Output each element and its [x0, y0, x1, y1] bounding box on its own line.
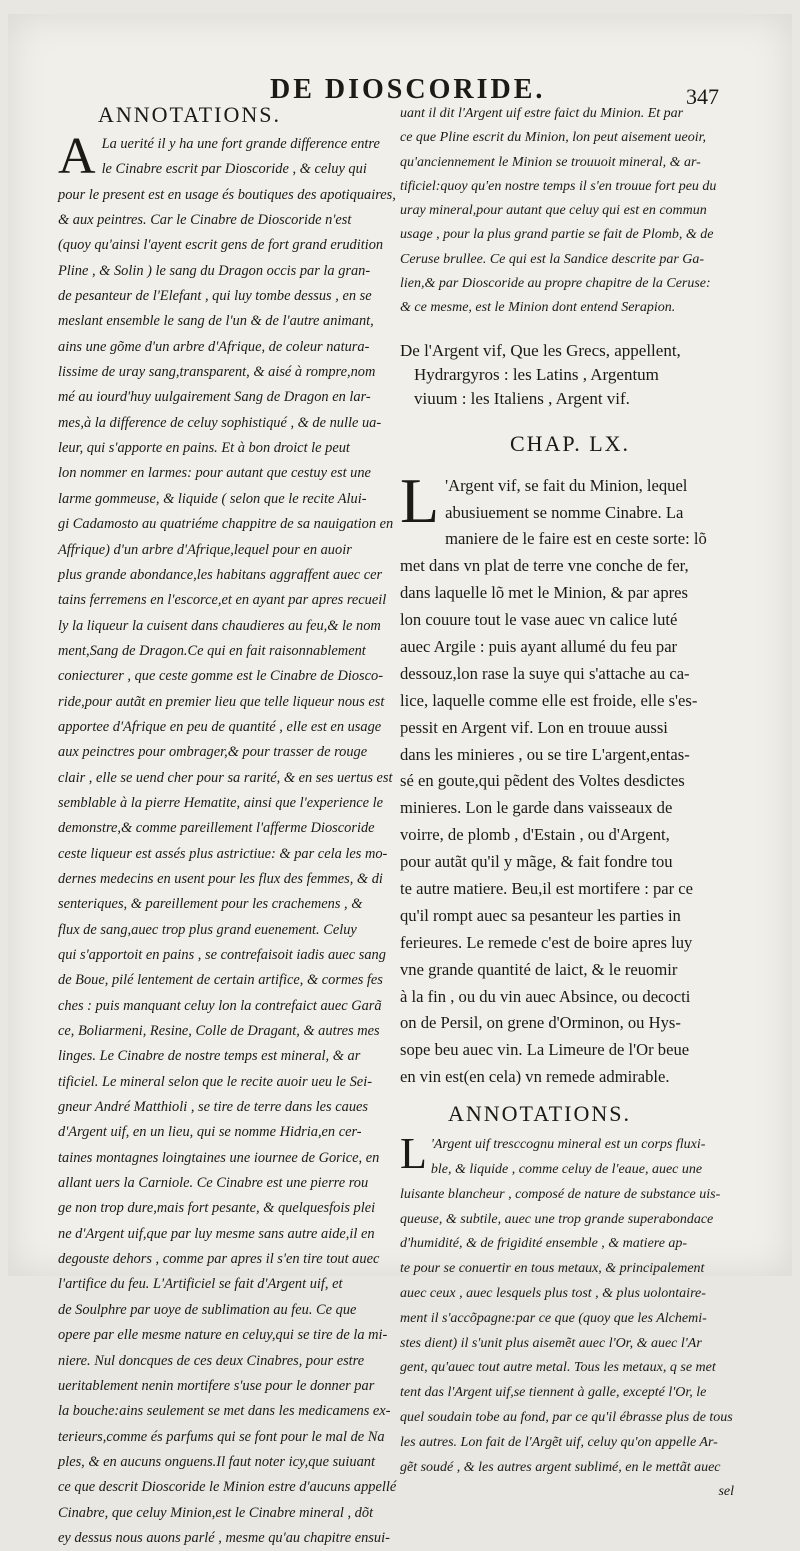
- text-line: lon couure tout le vase auec vn calice luté: [400, 610, 678, 630]
- text-line: ains une gõme d'un arbre d'Afrique, de coleur natura-: [58, 338, 370, 355]
- text-line: la bouche:ains seulement se met dans les medicamens ex-: [58, 1403, 391, 1420]
- text-line: ne d'Argent uif,que par luy mesme sans autre aide,il en: [58, 1225, 375, 1242]
- text-line: tent das l'Argent uif,se tiennent à galle, excepté l'Or, le: [400, 1385, 707, 1401]
- text-line: larme gommeuse, & liquide ( selon que le recite Alui-: [58, 490, 367, 507]
- text-line: ble, & liquide , comme celuy de l'eaue, auec une: [430, 1161, 703, 1177]
- text-line: en vin est(en cela) vn remede admirable.: [400, 1067, 670, 1087]
- text-line: apportee d'Afrique en peu de quantité , elle est en usage: [58, 718, 382, 735]
- text-line: de Soulphre par uoye de sublimation au feu. Ce que: [58, 1301, 357, 1318]
- annotations-text: [400, 1129, 740, 1505]
- text-line: opere par elle mesme nature en celuy,qui se tire de la mi-: [58, 1327, 388, 1344]
- text-line: ueritablement nenin mortifere s'use pour le donner par: [58, 1377, 375, 1394]
- text-line: taines montagnes loingtaines une iournee de Gorice, en: [58, 1149, 380, 1166]
- text-line: ches : puis manquant celuy lon la contrefaict auec Garã: [58, 997, 382, 1014]
- text-line: maniere de le faire est en ceste sorte: lõ: [445, 529, 707, 549]
- text-line: & ce mesme, est le Minion dont entend Serapion.: [400, 300, 676, 316]
- text-line: leur, qui s'apporte en pains. Et à bon droict le peut: [58, 440, 350, 457]
- drop-cap: A: [58, 128, 96, 185]
- annotations-heading: ANNOTATIONS.: [448, 1101, 631, 1127]
- text-line: lissime de uray sang,transparent, & aisé à rompre,nom: [58, 364, 376, 381]
- text-line: pour autãt qu'il y mãge, & fait fondre tou: [400, 852, 673, 872]
- text-line: lien,& par Dioscoride au propre chapitre de la Ceruse:: [400, 276, 711, 292]
- annotations-continued: [400, 102, 740, 321]
- text-line: qu'il rompt auec sa pesanteur les parties in: [400, 905, 681, 925]
- text-line: niere. Nul doncques de ces deux Cinabres, pour estre: [58, 1352, 365, 1369]
- text-line: d'Argent uif, en un lieu, qui se nomme Hidria,en cer-: [58, 1124, 362, 1141]
- text-line: uray mineral,pour autant que celuy qui est en commun: [400, 203, 707, 219]
- page-number: 347: [686, 84, 719, 109]
- text-line: tificiel. Le mineral selon que le recite auoir ueu le Sei-: [58, 1073, 372, 1090]
- text-line: meslant ensemble le sang de l'un & de l'autre animant,: [58, 313, 374, 330]
- text-line: tificiel:quoy qu'en nostre temps il s'en trouue fort peu du: [400, 178, 717, 194]
- text-line: Ceruse brullee. Ce qui est la Sandice descrite par Ga-: [400, 251, 705, 267]
- text-line: d'humidité, & de frigidité ensemble , & matiere ap-: [400, 1236, 688, 1252]
- text-line: les autres. Lon fait de l'Argẽt uif, celuy qu'on appelle Ar-: [400, 1434, 718, 1450]
- text-line: tains ferremens en l'escorce,et en ayant par apres recueil: [58, 592, 387, 609]
- text-line: linges. Le Cinabre de nostre temps est mineral, & ar: [58, 1048, 361, 1065]
- text-line: lon nommer en larmes: pour autant que cestuy est une: [58, 465, 371, 482]
- text-line: ment il s'accõpagne:par ce que (quoy que les Alchemi-: [400, 1310, 707, 1326]
- text-line: 'Argent vif, se fait du Minion, lequel: [445, 475, 688, 495]
- text-line: lice, laquelle comme elle est froide, elle s'es-: [400, 690, 698, 710]
- drop-cap: L: [400, 1129, 427, 1179]
- left-column: [58, 102, 397, 1551]
- ann2-lines: [400, 1129, 740, 1480]
- text-line: terieurs,comme és parfums qui se font pour le mal de Na: [58, 1428, 385, 1445]
- text-line: clair , elle se uend cher pour sa rarité, & en ses uertus est: [58, 769, 393, 786]
- text-line: degouste dehors , comme par apres il s'en tire tout auec: [58, 1251, 380, 1268]
- text-line: usage , pour la plus grand partie se fait de Plomb, & de: [400, 227, 714, 243]
- text-line: allant uers la Carniole. Ce Cinabre est une pierre rou: [58, 1175, 369, 1192]
- text-line: semblable à la pierre Hematite, ainsi que l'experience le: [58, 794, 384, 811]
- text-line: auec Argile : puis ayant allumé du feu par: [400, 637, 678, 657]
- annotations-heading: ANNOTATIONS.: [98, 102, 281, 127]
- text-line: ferieures. Le remede c'est de boire apres luy: [400, 932, 693, 952]
- text-line: demonstre,& comme pareillement l'afferme Dioscoride: [58, 820, 375, 837]
- text-line: uant il dit l'Argent uif estre faict du Minion. Et par: [400, 106, 684, 121]
- text-line: on de Persil, on grene d'Orminon, ou Hys-: [400, 1013, 681, 1033]
- text-line: l'artifice du feu. L'Artificiel se fait d'Argent uif, et: [58, 1276, 343, 1293]
- text-line: ceste liqueur est assés plus astrictiue: & par cela les mo-: [58, 845, 388, 862]
- text-line: stes dient) il s'unit plus aisemẽt auec l'Or, & auec l'Ar: [400, 1335, 702, 1351]
- text-line: gent, qu'auec tout autre metal. Tous les metaux, q se met: [400, 1360, 716, 1376]
- text-line: (quoy qu'ainsi l'ayent escrit gens de fort grand erudition: [58, 237, 384, 254]
- text-line: te autre matiere. Beu,il est mortifere : par ce: [400, 879, 694, 899]
- text-line: le Cinabre escrit par Dioscoride , & celuy qui: [101, 161, 367, 178]
- right-top-lines: [400, 102, 740, 321]
- text-line: te pour se conuertir en tous metaux, & principalement: [400, 1261, 705, 1277]
- text-line: ride,pour autãt en premier lieu que telle liqueur nous est: [58, 693, 385, 710]
- text-line: ce que Pline escrit du Minion, lon peut aisement ueoir,: [400, 130, 706, 146]
- chapter-lines: [400, 464, 740, 1091]
- running-head: DE DIOSCORIDE.: [270, 74, 546, 105]
- text-line: Cinabre, que celuy Minion,est le Cinabre mineral , dõt: [58, 1504, 374, 1521]
- drop-cap: L: [400, 464, 440, 536]
- text-line: ment,Sang de Dragon.Ce qui en fait raisonnablement: [58, 642, 366, 659]
- text-line: de Boue, pilé lentement de certain artifice, & cormes fes: [58, 972, 383, 989]
- text-line: & aux peintres. Car le Cinabre de Dioscoride n'est: [58, 212, 352, 229]
- text-line: ples, & en aucuns onguens.Il faut noter icy,que suiuant: [58, 1453, 375, 1470]
- text-line: coniecturer , que ceste gomme est le Cinabre de Diosco-: [58, 668, 384, 685]
- text-line: dans laquelle lõ met le Minion, & par apres: [400, 583, 689, 603]
- page-header: [0, 62, 800, 109]
- text-line: Pline , & Solin ) le sang du Dragon occis par la gran-: [58, 262, 371, 279]
- text-line: qui s'apportoit en pains , se contrefaisoit iadis auec sang: [58, 947, 386, 963]
- text-line: luisante blancheur , composé de nature de substance uis-: [400, 1186, 721, 1202]
- chapter-title: CHAP. LX.: [509, 430, 631, 456]
- text-line: La uerité il y ha une fort grande difference entre: [101, 136, 380, 152]
- text-line: sé en goute,qui pẽdent des Voltes desdictes: [400, 771, 685, 791]
- text-line: dessouz,lon rase la suye qui s'attache au ca-: [400, 663, 690, 683]
- text-line: quel soudain tobe au fond, par ce qu'il ébrasse plus de tous: [400, 1409, 733, 1425]
- subtitle-line: viuum : les Italiens , Argent vif.: [414, 388, 630, 408]
- text-line: met dans vn plat de terre vne conche de fer,: [400, 556, 689, 576]
- subtitle-line: Hydrargyros : les Latins , Argentum: [414, 364, 659, 384]
- text-line: ge non trop dure,mais fort pesante, & quelquesfois plei: [58, 1200, 376, 1217]
- subtitle-line: De l'Argent vif, Que les Grecs, appellent,: [400, 340, 681, 360]
- text-line: abusiuement se nomme Cinabre. La: [445, 502, 684, 522]
- chapter-text: [400, 464, 740, 1091]
- text-line: mes,à la difference de celuy sophistiqué , & de nulle ua-: [58, 414, 382, 431]
- catchword: sel: [718, 1484, 734, 1500]
- text-line: Affrique) d'un arbre d'Afrique,lequel pour en auoir: [58, 541, 352, 558]
- text-line: auec ceux , auec lesquels plus tost , & plus uolontaire-: [400, 1285, 706, 1301]
- text-line: aux peinctres pour ombrager,& pour trasser de rouge: [58, 744, 368, 761]
- text-line: ey dessus nous auons parlé , mesme qu'au chapitre ensui-: [58, 1529, 390, 1546]
- text-line: pour le present est en usage és boutiques des apotiquaires,: [58, 186, 396, 203]
- text-line: senteriques, & pareillement pour les crachemens , &: [58, 896, 363, 913]
- text-line: 'Argent uif tresccognu mineral est un corps fluxi-: [430, 1137, 706, 1153]
- text-line: plus grande abondance,les habitans aggraffent auec cer: [58, 566, 383, 583]
- text-line: sope beu auec vin. La Limeure de l'Or beue: [400, 1040, 690, 1060]
- text-line: vne grande quantité de laict, & le reuomir: [400, 959, 678, 979]
- text-line: minieres. Lon le garde dans vaisseaux de: [400, 798, 673, 818]
- text-line: gẽt soudé , & les autres argent sublimé, en le mettãt auec: [400, 1459, 721, 1475]
- left-lines: [58, 128, 397, 1551]
- text-line: qu'anciennement le Minion se trouuoit mineral, & ar-: [400, 154, 701, 170]
- text-line: pessit en Argent vif. Lon en trouue aussi: [400, 717, 668, 737]
- text-line: dernes medecins en usent pour les flux des femmes, & di: [58, 870, 383, 887]
- text-line: de pesanteur de l'Elefant , qui luy tombe dessus , en se: [58, 288, 372, 305]
- text-line: flux de sang,auec trop plus grand euenement. Celuy: [58, 921, 357, 938]
- text-line: dans les minieres , ou se tire L'argent,entas-: [400, 744, 690, 764]
- text-line: ce, Boliarmeni, Resine, Colle de Dragant, & autres mes: [58, 1023, 380, 1040]
- text-line: ce que descrit Dioscoride le Minion estre d'aucuns appellé: [58, 1479, 397, 1496]
- text-line: à la fin , ou du vin auec Absince, ou decocti: [400, 986, 691, 1006]
- right-column: [400, 102, 740, 1505]
- text-line: mé au iourd'huy uulgairement Sang de Dragon en lar-: [58, 389, 371, 406]
- text-line: gneur André Matthioli , se tire de terre dans les caues: [58, 1099, 369, 1116]
- text-line: gi Cadamosto au quatriéme chappitre de sa nauigation en: [58, 516, 394, 533]
- chapter-subtitle: [400, 339, 740, 411]
- annotations-text: [58, 128, 397, 1551]
- text-line: ly la liqueur la cuisent dans chaudieres au feu,& le nom: [58, 617, 381, 634]
- text-line: voirre, de plomb , d'Estain , ou d'Argent,: [400, 825, 670, 845]
- text-line: queuse, & subtile, auec une trop grande superabondace: [400, 1211, 714, 1227]
